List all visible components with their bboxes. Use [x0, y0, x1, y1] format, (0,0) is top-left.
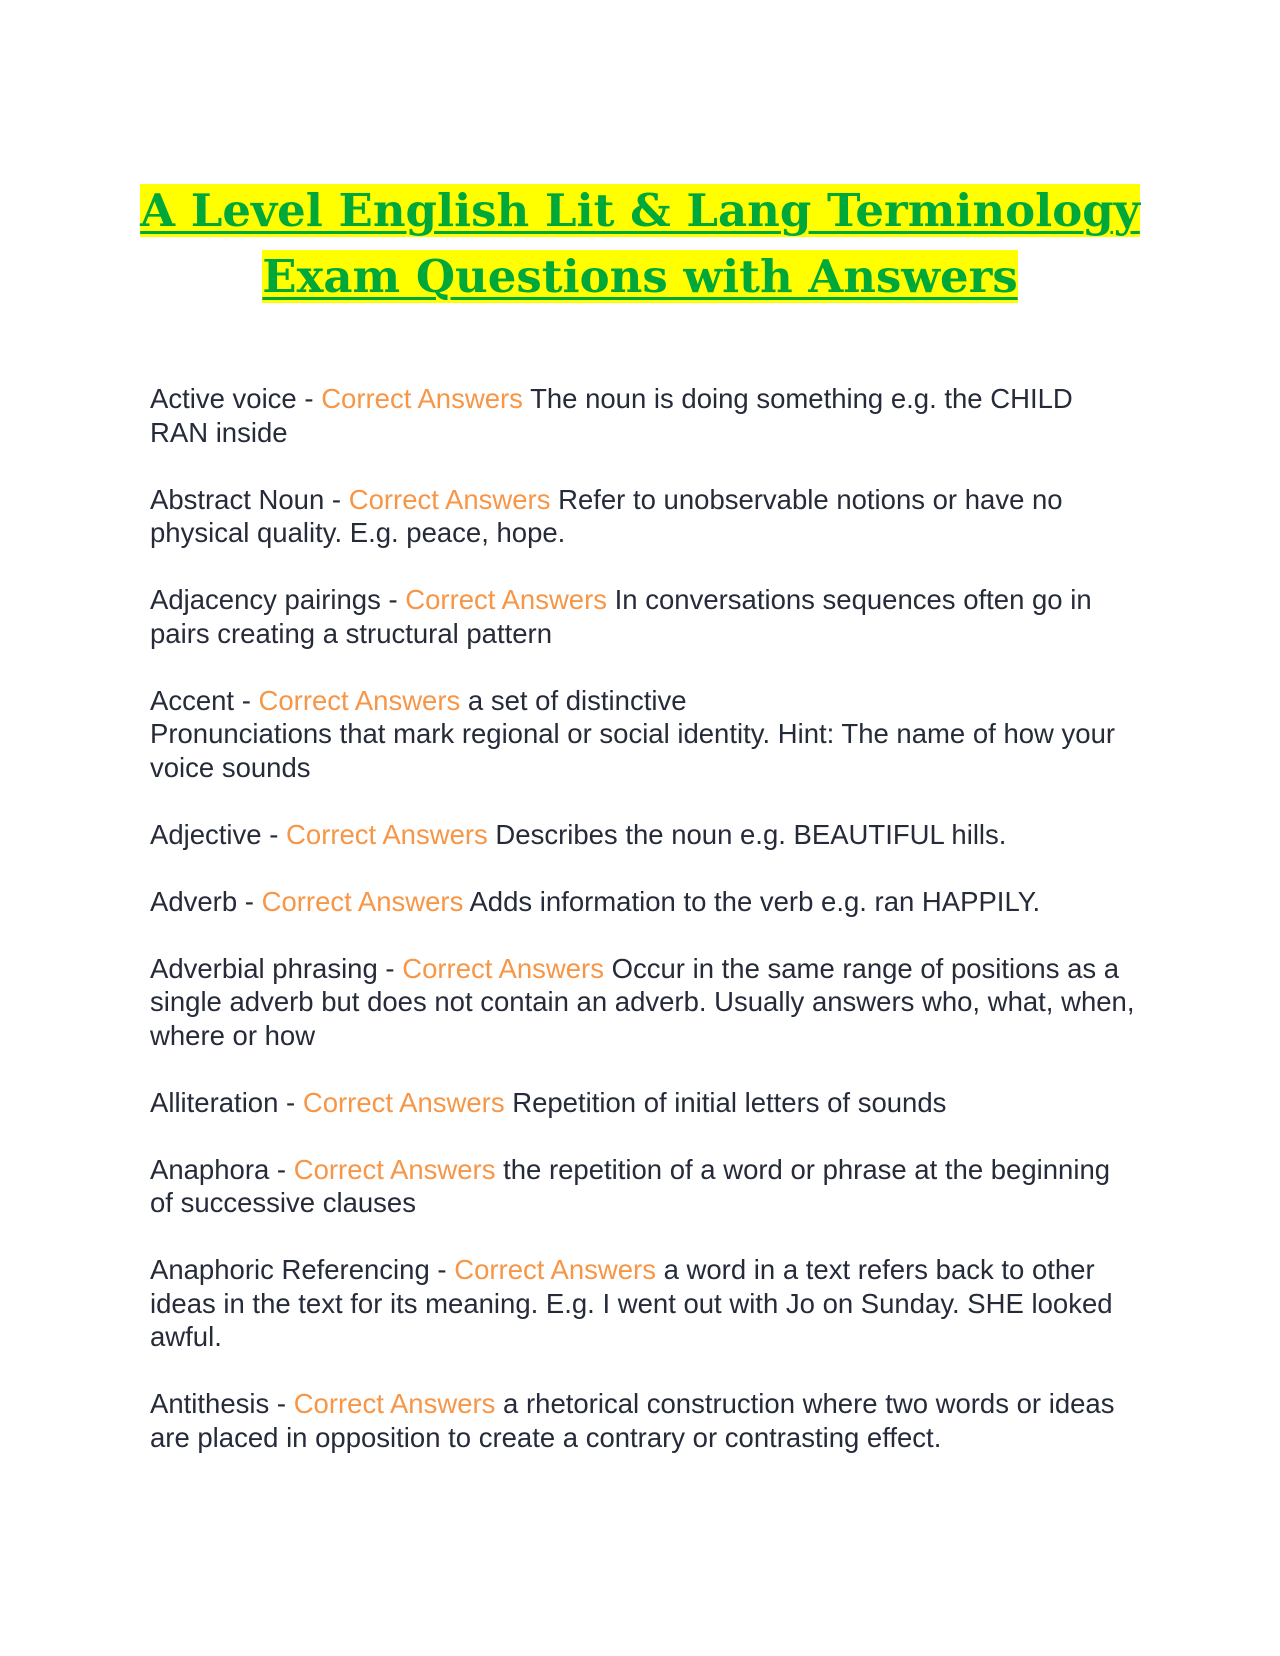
definition: In conversations sequences often go in pairs creating a structural pattern — [150, 584, 1092, 649]
term: Adverb — [150, 885, 238, 917]
term: Adjacency pairings — [150, 584, 381, 615]
definition: a word in a text refers back to other ideas in the text for its meaning. E.g. I went out with Jo on Sunday. SHE looked awful. — [150, 1254, 1113, 1352]
term: Active voice — [150, 383, 297, 414]
answer-label: Correct Answers — [321, 383, 523, 414]
separator: - — [269, 1388, 294, 1419]
answer-label: Correct Answers — [293, 1388, 496, 1419]
answer-label: Correct Answers — [348, 483, 551, 515]
term: Accent — [150, 684, 235, 716]
term-entry-antithesis — [150, 1387, 1135, 1454]
term: Anaphora — [150, 1153, 270, 1185]
term-entry-adverbial-phrasing — [150, 952, 1135, 1053]
separator: - — [429, 1254, 455, 1285]
answer-label: Correct Answers — [261, 885, 464, 917]
term-entry-accent — [150, 684, 1135, 785]
term-entry-adjective — [150, 818, 1135, 852]
term: Adjective — [150, 818, 262, 850]
definition: Repetition of initial letters of sounds — [504, 1086, 947, 1118]
term-entry-adverb — [150, 885, 1135, 919]
separator: - — [380, 584, 406, 615]
term-entry-adjacency-pairings — [150, 583, 1135, 650]
definition-continued: Pronunciations that mark regional or social identity. Hint: The name of how your voice sounds — [150, 718, 1116, 783]
definition: Occur in the same range of positions as a single adverb but does not contain an adverb. Usually answers who, what, when, where or how — [150, 952, 1135, 1051]
answer-label: Correct Answers — [302, 1086, 505, 1118]
term: Anaphoric Referencing — [150, 1254, 430, 1285]
definition: the repetition of a word or phrase at the beginning of successive clauses — [150, 1153, 1111, 1218]
separator: - — [324, 483, 349, 515]
separator: - — [377, 952, 403, 984]
separator: - — [261, 818, 287, 850]
separator: - — [296, 383, 322, 414]
term: Adverbial phrasing — [150, 952, 378, 984]
definition: Describes the noun e.g. BEAUTIFUL hills. — [487, 818, 1007, 850]
term-entry-active-voice — [150, 382, 1135, 449]
answer-label: Correct Answers — [293, 1153, 496, 1185]
definition: Refer to unobservable notions or have no physical quality. E.g. peace, hope. — [150, 483, 1063, 548]
separator: - — [237, 885, 262, 917]
separator: - — [234, 684, 259, 716]
definition: The noun is doing something e.g. the CHILD RAN inside — [150, 383, 1073, 448]
answer-label: Correct Answers — [405, 584, 608, 615]
definition: a set of distinctive — [460, 684, 687, 716]
title-line-2: Exam Questions with Answers — [262, 250, 1018, 303]
term: Antithesis — [150, 1388, 270, 1419]
definition: a rhetorical construction where two words or ideas are placed in opposition to create a contrary or contrasting effect. — [150, 1388, 1115, 1453]
definition: Adds information to the verb e.g. ran HAPPILY. — [463, 885, 1041, 917]
term-entry-anaphora — [150, 1153, 1135, 1220]
answer-label: Correct Answers — [258, 684, 461, 716]
separator: - — [269, 1153, 294, 1185]
separator: - — [278, 1086, 303, 1118]
term: Abstract Noun — [150, 483, 325, 515]
title-line-1: A Level English Lit & Lang Terminology — [140, 184, 1140, 237]
answer-label: Correct Answers — [402, 952, 604, 984]
term-entry-abstract-noun — [150, 483, 1135, 550]
answer-label: Correct Answers — [454, 1254, 656, 1285]
term-list — [150, 382, 1135, 1488]
term-entry-alliteration — [150, 1086, 1135, 1120]
term: Alliteration — [150, 1086, 279, 1118]
document-title — [120, 178, 1160, 310]
term-entry-anaphoric-referencing — [150, 1253, 1135, 1354]
answer-label: Correct Answers — [286, 818, 488, 850]
